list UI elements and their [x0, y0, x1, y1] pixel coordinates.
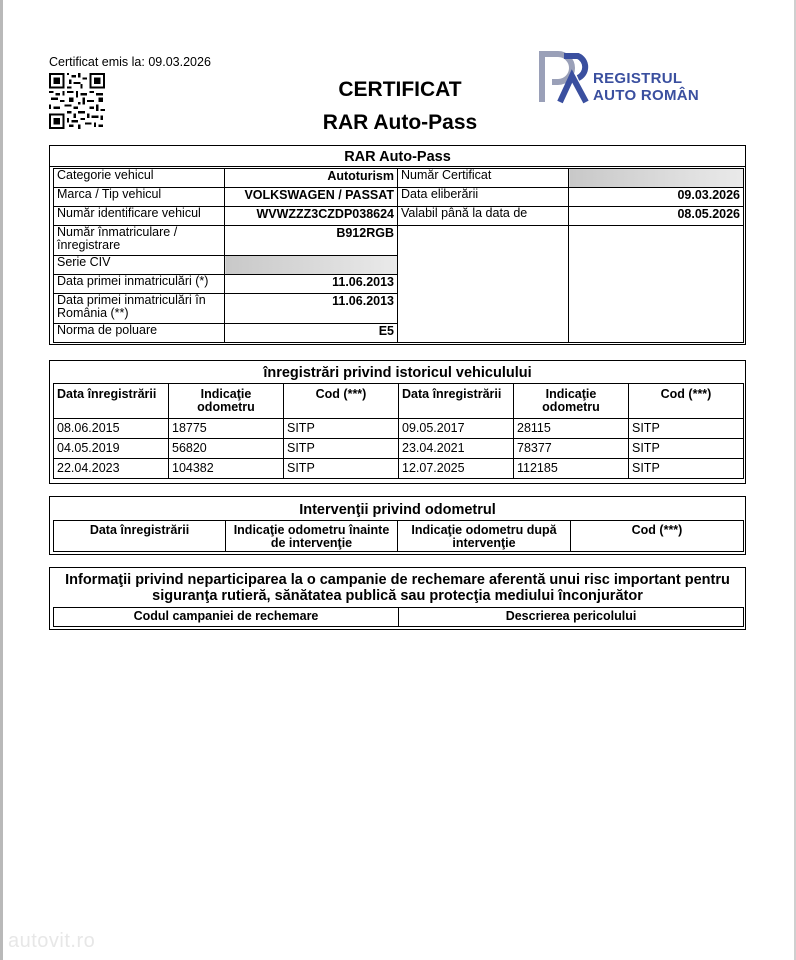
history-cell: SITP	[284, 419, 399, 439]
make-model-value: VOLKSWAGEN / PASSAT	[225, 188, 398, 207]
history-cell: 09.05.2017	[399, 419, 514, 439]
table-row	[54, 439, 744, 459]
logo-line-2: AUTO ROMÂN	[593, 87, 700, 104]
first-registration-label: Data primei inmatriculări (*)	[54, 275, 225, 294]
autopass-section	[49, 145, 746, 345]
history-cell: 56820	[169, 439, 284, 459]
history-cell: 104382	[169, 459, 284, 479]
table-row	[54, 419, 744, 439]
history-cell: 22.04.2023	[54, 459, 169, 479]
recall-header-row	[54, 608, 744, 627]
recall-table	[53, 607, 744, 627]
odometer-header-row	[54, 521, 744, 552]
first-registration-romania-label: Data primei inmatriculări în România (**)	[54, 294, 225, 324]
autopass-section-title: RAR Auto-Pass	[50, 146, 745, 167]
autovit-watermark: autovit.ro	[8, 930, 96, 952]
rar-logo-text	[593, 70, 699, 104]
page-left-edge	[0, 0, 3, 960]
valid-until-value: 08.05.2026	[569, 207, 744, 226]
odometer-section-title: Intervenţii privind odometrul	[299, 502, 496, 518]
certificate-subtitle: RAR Auto-Pass	[322, 111, 478, 134]
history-cell: SITP	[284, 439, 399, 459]
history-header-odometer: Indicaţie odometru	[169, 384, 284, 419]
history-table	[53, 383, 744, 479]
qr-code-icon	[49, 73, 105, 129]
table-row	[54, 459, 744, 479]
emission-standard-label: Norma de poluare	[54, 324, 225, 343]
vin-label: Număr identificare vehicul	[54, 207, 225, 226]
civ-series-label: Serie CIV	[54, 256, 225, 275]
history-header-code: Cod (***)	[284, 384, 399, 419]
valid-until-label: Valabil până la data de	[398, 207, 569, 226]
plate-number-value: B912RGB	[225, 226, 398, 256]
history-cell: SITP	[629, 439, 744, 459]
certificate-title: CERTIFICAT	[338, 78, 462, 101]
logo-line-1: REGISTRUL	[593, 70, 683, 87]
history-section	[49, 360, 746, 484]
history-cell: 18775	[169, 419, 284, 439]
vehicle-info-table	[53, 168, 744, 343]
emission-standard-value: E5	[225, 324, 398, 343]
history-cell: SITP	[629, 419, 744, 439]
table-row	[54, 169, 744, 188]
vehicle-category-value: Autoturism	[225, 169, 398, 188]
history-cell: 78377	[514, 439, 629, 459]
recall-header-description: Descrierea pericolului	[399, 608, 744, 627]
make-model-label: Marca / Tip vehicul	[54, 188, 225, 207]
history-cell: 04.05.2019	[54, 439, 169, 459]
history-cell: 12.07.2025	[399, 459, 514, 479]
odometer-header-after: Indicaţie odometru după intervenţie	[398, 521, 571, 552]
odometer-header-code: Cod (***)	[571, 521, 744, 552]
issue-date-value: 09.03.2026	[569, 188, 744, 207]
vin-value: WVWZZZ3CZDP038624	[225, 207, 398, 226]
history-header-date: Data înregistrării	[54, 384, 169, 419]
recall-section	[49, 567, 746, 630]
issue-date-label: Data eliberării	[398, 188, 569, 207]
rar-logo-icon	[538, 48, 590, 104]
history-cell: 112185	[514, 459, 629, 479]
first-registration-romania-value: 11.06.2013	[225, 294, 398, 324]
recall-header-code: Codul campaniei de rechemare	[54, 608, 399, 627]
history-cell: 23.04.2021	[399, 439, 514, 459]
odometer-table	[53, 520, 744, 552]
first-registration-value: 11.06.2013	[225, 275, 398, 294]
certificate-number-value	[569, 169, 744, 188]
history-cell: 08.06.2015	[54, 419, 169, 439]
history-section-title: înregistrări privind istoricul vehiculului	[263, 365, 532, 381]
history-header-row	[54, 384, 744, 419]
history-header-code: Cod (***)	[629, 384, 744, 419]
right-empty-cell	[569, 226, 744, 343]
vehicle-category-label: Categorie vehicul	[54, 169, 225, 188]
odometer-header-before: Indicaţie odometru înainte de intervenţie	[226, 521, 398, 552]
history-header-date: Data înregistrării	[399, 384, 514, 419]
certificate-number-label: Număr Certificat	[398, 169, 569, 188]
issued-date: Certificat emis la: 09.03.2026	[49, 55, 211, 69]
table-row	[54, 226, 744, 256]
right-empty-cell	[398, 226, 569, 343]
history-cell: 28115	[514, 419, 629, 439]
history-cell: SITP	[629, 459, 744, 479]
recall-section-title: Informaţii privind neparticiparea la o campanie de rechemare aferentă unui risc important pentru siguranţa rutieră, sănătatea publică sau protecţia mediului înconjurător	[65, 572, 730, 604]
odometer-section	[49, 496, 746, 555]
table-row	[54, 207, 744, 226]
history-header-odometer: Indicaţie odometru	[514, 384, 629, 419]
plate-number-label: Număr înmatriculare / înregistrare	[54, 226, 225, 256]
history-cell: SITP	[284, 459, 399, 479]
civ-series-value	[225, 256, 398, 275]
odometer-header-date: Data înregistrării	[54, 521, 226, 552]
table-row	[54, 188, 744, 207]
